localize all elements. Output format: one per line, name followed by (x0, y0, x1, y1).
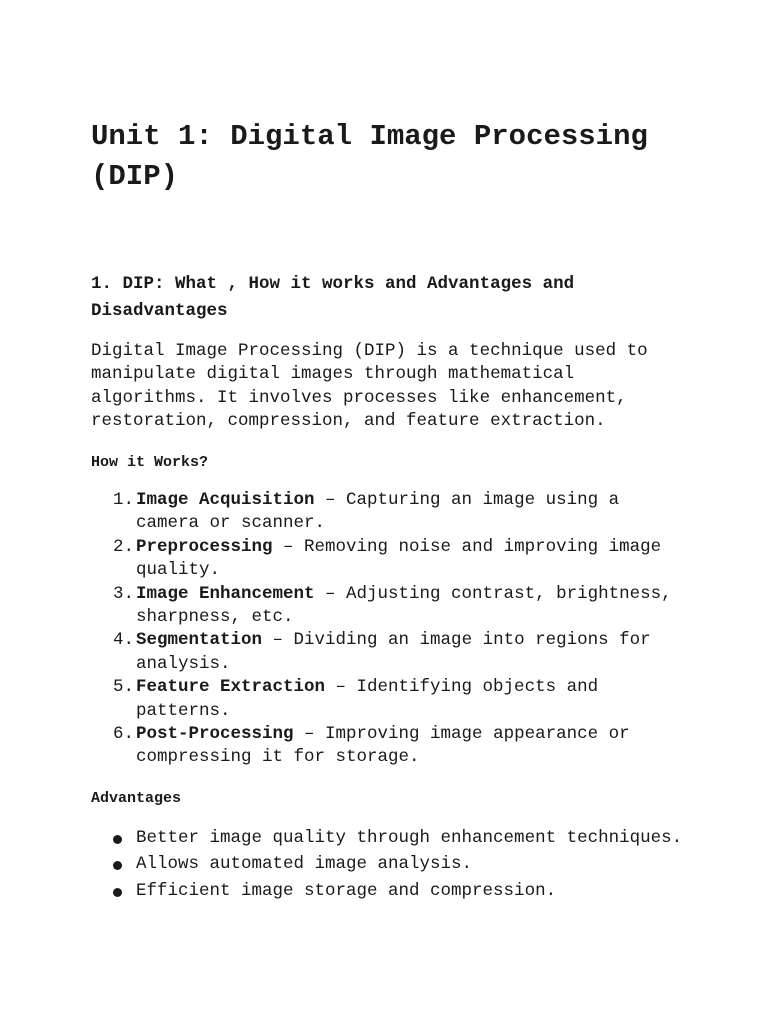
step-term: Image Enhancement (136, 583, 315, 604)
list-item (91, 536, 691, 583)
step-number: 3. (113, 583, 135, 604)
list-item (91, 827, 691, 850)
list-item (91, 583, 691, 630)
list-item (91, 853, 691, 876)
step-description: – Dividing an image into regions for analysis. (136, 630, 651, 674)
advantage-text: Better image quality through enhancement techniques. (136, 828, 683, 848)
list-item (91, 676, 691, 723)
step-term: Preprocessing (136, 536, 273, 557)
step-term: Segmentation (136, 630, 263, 651)
list-item (91, 629, 691, 676)
advantage-text: Efficient image storage and compression. (136, 880, 557, 901)
section-heading: 1. DIP: What , How it works and Advantages and Disadvantages (91, 274, 575, 321)
step-description: – Capturing an image using a camera or scanner. (136, 490, 620, 534)
step-description: – Removing noise and improving image quality. (136, 536, 662, 581)
intro-paragraph: Digital Image Processing (DIP) is a technique used to manipulate digital images through mathematical algorithms. It involves processes like enhancement, restoration, compression, and feature extraction. (91, 341, 648, 432)
advantage-text: Allows automated image analysis. (136, 854, 473, 875)
step-number: 1. (113, 490, 135, 510)
step-description: – Identifying objects and patterns. (136, 677, 599, 721)
step-term: Post-Processing (136, 724, 294, 745)
step-number: 4. (113, 630, 135, 651)
step-description: – Adjusting contrast, brightness, sharpness, etc. (136, 583, 672, 628)
step-description: – Improving image appearance or compressing it for storage. (136, 724, 630, 768)
step-number: 6. (113, 724, 135, 745)
page-title: Unit 1: Digital Image Processing (DIP) (91, 120, 648, 193)
list-item (91, 880, 691, 903)
step-number: 2. (113, 536, 135, 557)
bullet-icon (113, 888, 122, 897)
list-item (91, 723, 691, 770)
advantages-list (91, 827, 691, 906)
bullet-icon (113, 835, 122, 844)
how-it-works-heading: How it Works? (91, 454, 209, 471)
step-term: Image Acquisition (136, 490, 315, 510)
bullet-icon (113, 861, 122, 870)
step-term: Feature Extraction (136, 677, 326, 698)
step-number: 5. (113, 677, 135, 698)
advantages-heading: Advantages (91, 790, 182, 807)
list-item (91, 489, 691, 536)
steps-list (91, 489, 691, 770)
